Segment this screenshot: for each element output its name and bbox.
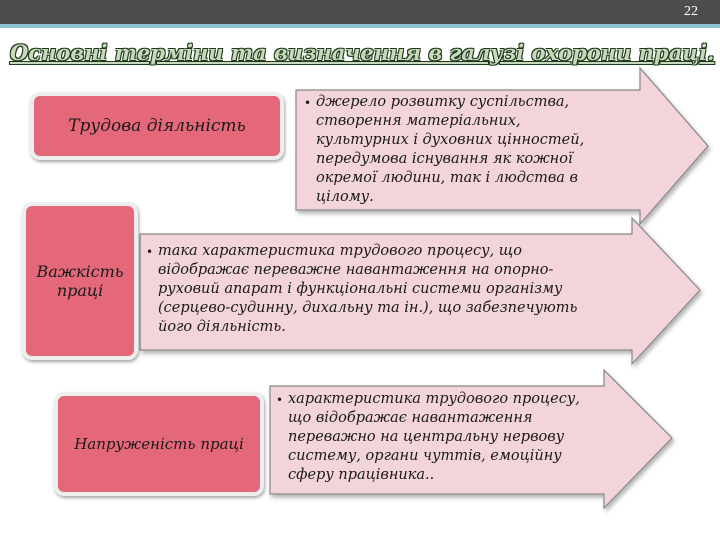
term-box-work-severity — [22, 202, 138, 360]
term-label: Важкість праці — [36, 262, 124, 300]
term-box-work-intensity — [54, 392, 264, 496]
term-box-labor-activity — [30, 92, 284, 160]
term-definition: джерело розвитку суспільства, створення матеріальних, культурних і духовних цінностей, передумова існування як кожної окремої людини, так і людства в цілому. — [316, 94, 585, 205]
term-label: Напруженість праці — [74, 435, 244, 453]
bullet-icon: • — [146, 245, 154, 259]
term-label: Трудова діяльність — [68, 116, 246, 136]
term-definition: така характеристика трудового процесу, що відображає переважне навантаження на опорно- руховий апарат і функціональні системи організму (серцево-судинну, дихальну та ін.), що забезпечують його діяльність. — [158, 243, 578, 335]
slide-title: Основні терміни та визначення в галузі охорони праці. — [10, 40, 715, 65]
page-number: 22 — [684, 4, 698, 19]
term-definition: характеристика трудового процесу, що відображає навантаження переважно на центральну нервову систему, органи чуттів, емоційну сферу працівника.. — [288, 391, 580, 483]
bullet-icon: • — [276, 393, 284, 407]
bullet-icon: • — [304, 96, 312, 110]
